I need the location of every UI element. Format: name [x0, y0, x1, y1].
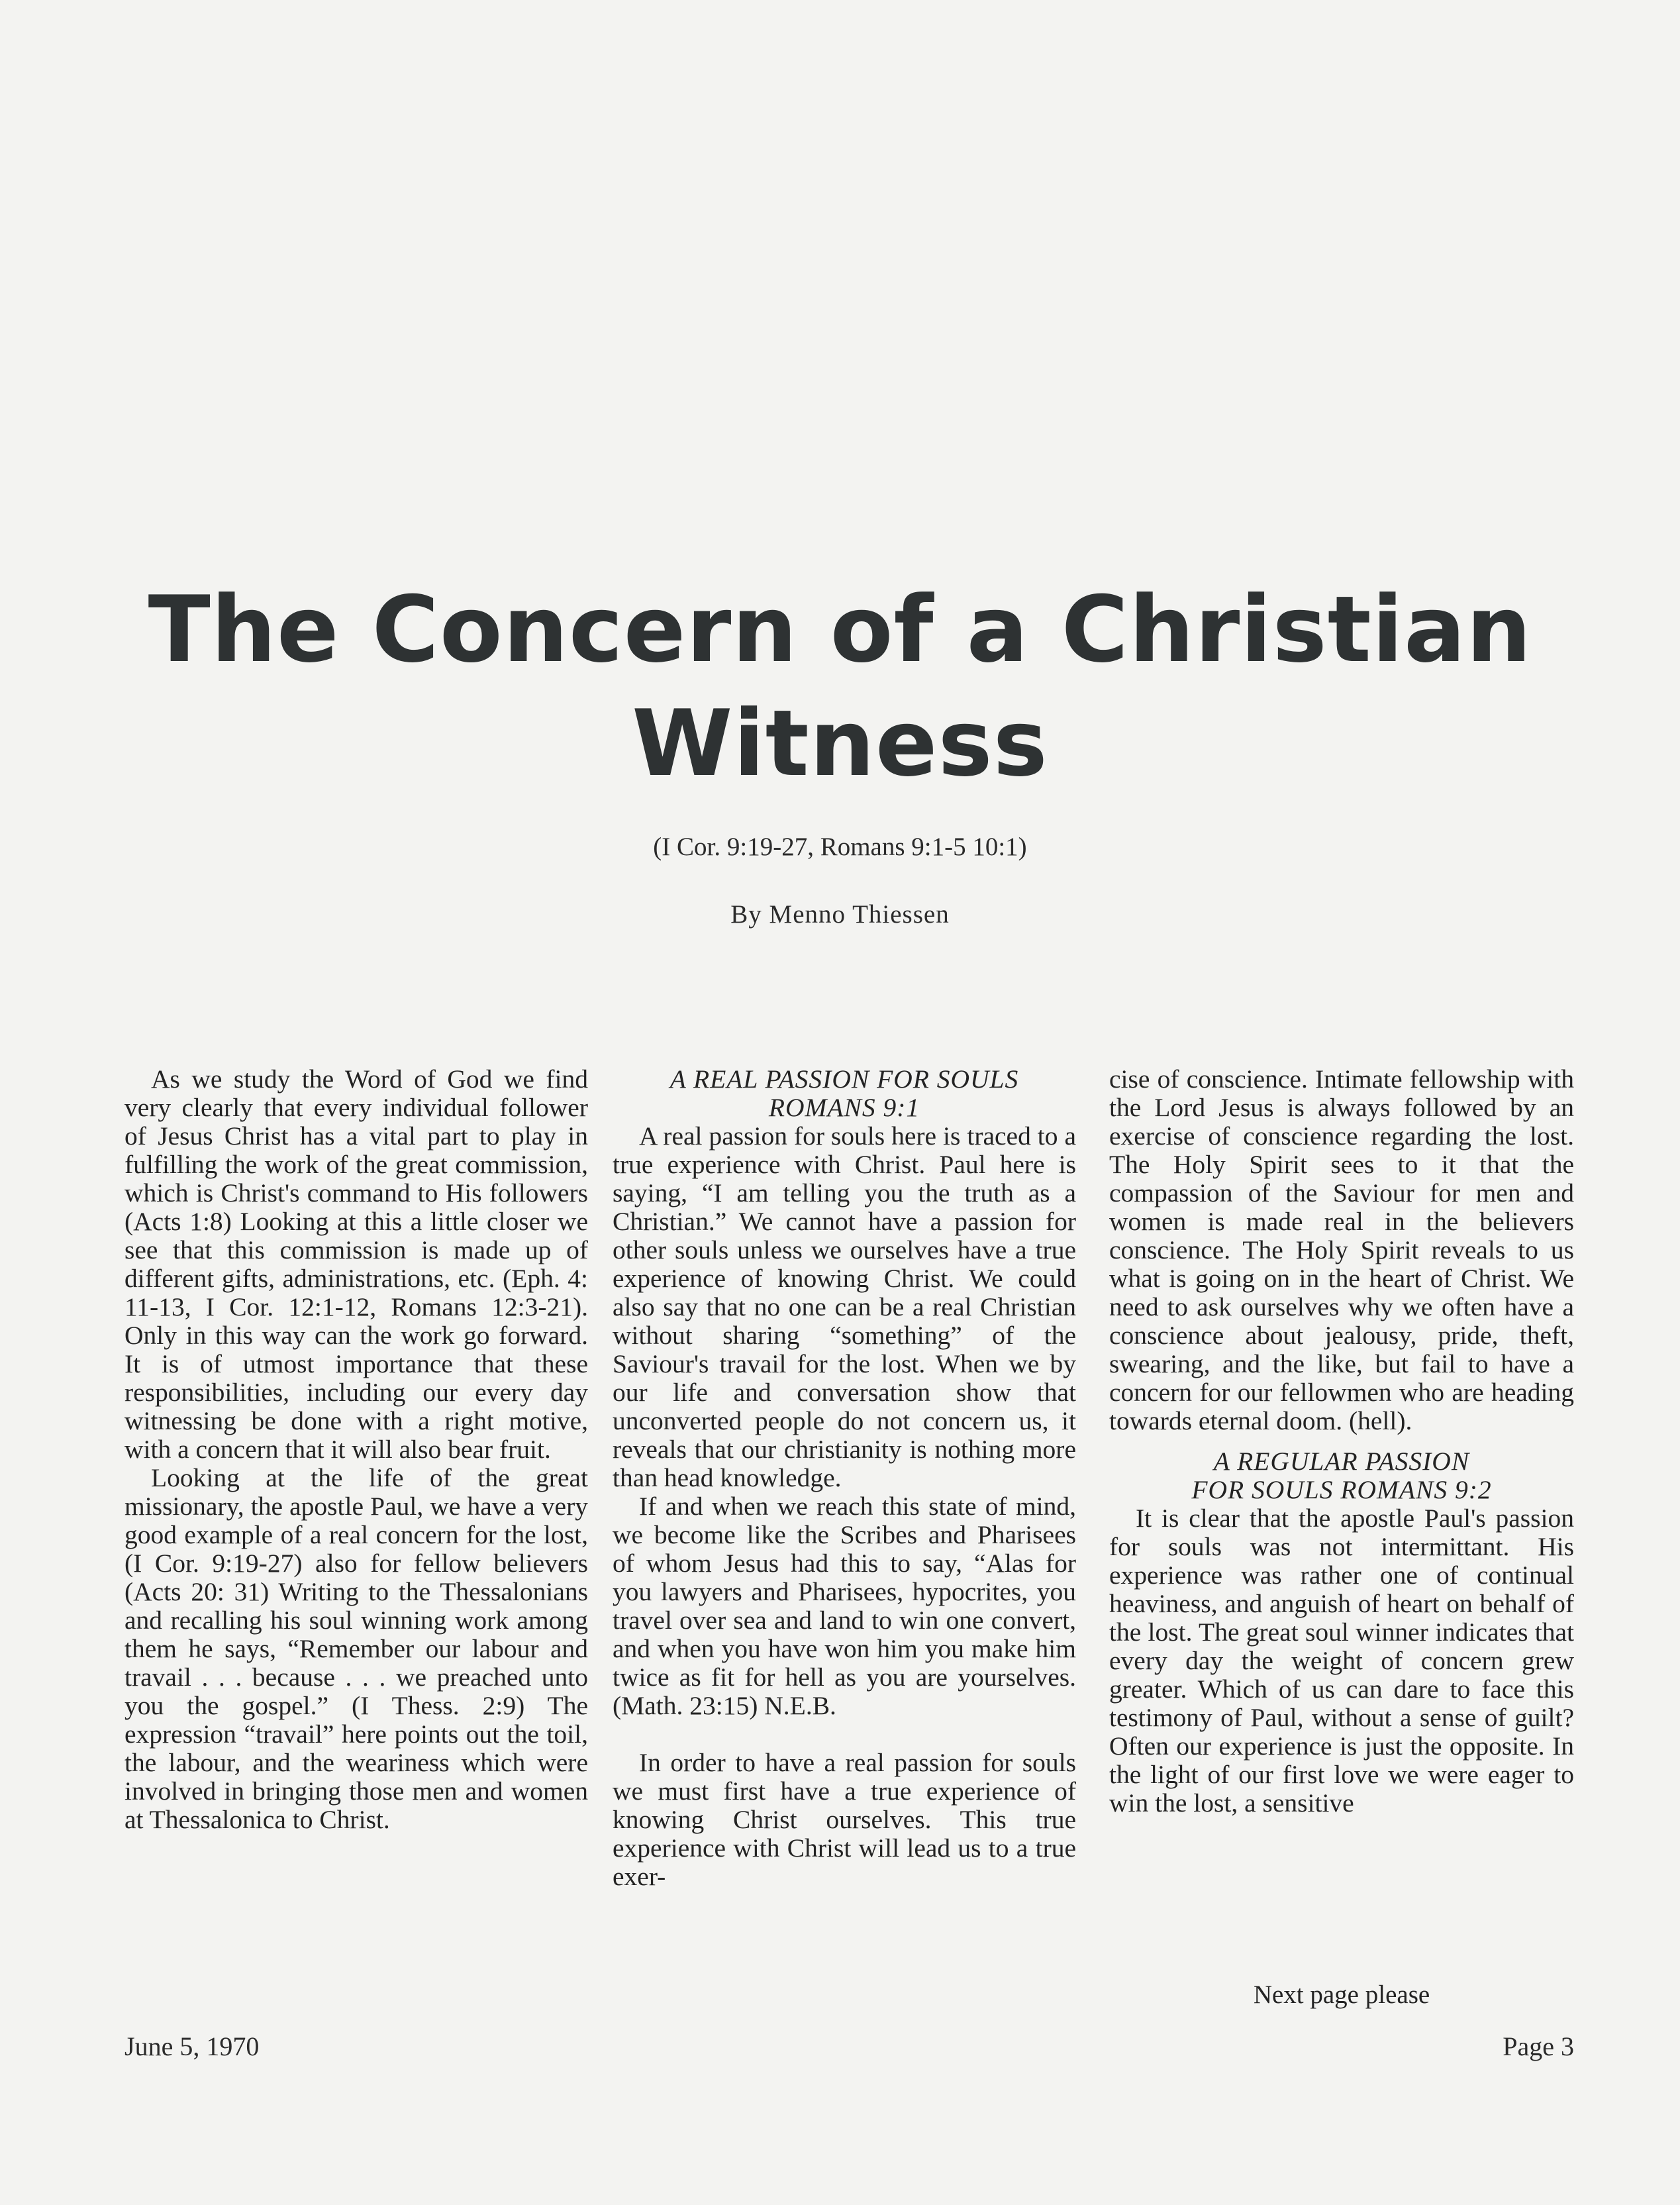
section-heading: A REGULAR PASSION: [1213, 1447, 1470, 1476]
scripture-reference: (I Cor. 9:19-27, Romans 9:1-5 10:1): [653, 833, 1027, 861]
heading-gap: [1109, 1435, 1574, 1447]
paragraph: cise of conscience. Intimate fellowship with the Lord Jesus is always followed by an exercise of conscience regarding the lost. The Holy Spirit sees to it that the compassion of the Saviour for men and women is made real in the believers conscience. The Holy Spirit reveals to us what is going on in the heart of Christ. We need to ask ourselves why we often have a conscience about jealousy, pride, theft, swearing, and the like, but fail to have a concern for our fellowmen who are heading towards eternal doom. (hell).: [1109, 1064, 1574, 1435]
page-number: Page 3: [1503, 2031, 1574, 2061]
paragraph: A real passion for souls here is traced to a true experience with Christ. Paul here is saying, “I am telling you the truth as a Christian.” We cannot have a passion for other souls unless we ourselves have a true experience of knowing Christ. We could also say that no one can be a real Christian without sharing “something” of the Saviour's travail for the lost. When we by our life and conversation show that unconverted people do not concern us, it reveals that our christianity is nothing more than head knowledge.: [613, 1121, 1076, 1492]
paragraph: In order to have a real passion for souls we must first have a true experience of knowing Christ ourselves. This true experience with Christ will lead us to a true exer-: [613, 1748, 1076, 1891]
column-3: [1109, 1065, 1574, 1818]
issue-date: June 5, 1970: [124, 2031, 260, 2061]
section-heading-reference: ROMANS 9:1: [768, 1093, 920, 1122]
column-1: [124, 1065, 588, 1834]
column-2: [613, 1065, 1076, 1891]
byline: By Menno Thiessen: [730, 900, 950, 929]
section-heading: A REAL PASSION FOR SOULS: [669, 1064, 1019, 1094]
continued-note: Next page please: [1253, 1980, 1430, 2009]
paragraph: Looking at the life of the great missionary, the apostle Paul, we have a very good example of a real concern for the lost, (I Cor. 9:19-27) also for fellow believers (Acts 20: 31) Writing to the Thessalonians and recalling his soul winning work among them he says, “Remember our labour and travail . . . because . . . we preached unto you the gospel.” (I Thess. 2:9) The expression “travail” here points out the toil, the labour, and the weariness which were involved in bringing those men and women at Thessalonica to Christ.: [124, 1463, 588, 1834]
paragraph-gap: [613, 1720, 1076, 1749]
section-heading-reference: FOR SOULS ROMANS 9:2: [1191, 1475, 1492, 1504]
paragraph: If and when we reach this state of mind, we become like the Scribes and Pharisees of whom Jesus had this to say, “Alas for you lawyers and Pharisees, hypocrites, you travel over sea and land to win one convert, and when you have won him you make him twice as fit for hell as you are yourselves. (Math. 23:15) N.E.B.: [613, 1492, 1076, 1720]
paragraph: It is clear that the apostle Paul's passion for souls was not intermittant. His experience was rather one of continual heaviness, and anguish of heart on behalf of the lost. The great soul winner indicates that every day the weight of concern grew greater. Which of us can dare to face this testimony of Paul, without a sense of guilt? Often our experience is just the opposite. In the light of our first love we were eager to win the lost, a sensitive: [1109, 1504, 1574, 1818]
paragraph: As we study the Word of God we find very clearly that every individual follower of Jesus Christ has a vital part to play in fulfilling the work of the great commission, which is Christ's command to His followers (Acts 1:8) Looking at this a little closer we see that this commission is made up of different gifts, administrations, etc. (Eph. 4: 11-13, I Cor. 12:1-12, Romans 12:3-21). Only in this way can the work go forward. It is of utmost importance that these responsibilities, including our every day witnessing be done with a right motive, with a concern that it will also bear fruit.: [124, 1064, 588, 1464]
article-title-line-2: Witness: [632, 690, 1048, 797]
article-title-line-1: The Concern of a Christian: [148, 576, 1532, 683]
